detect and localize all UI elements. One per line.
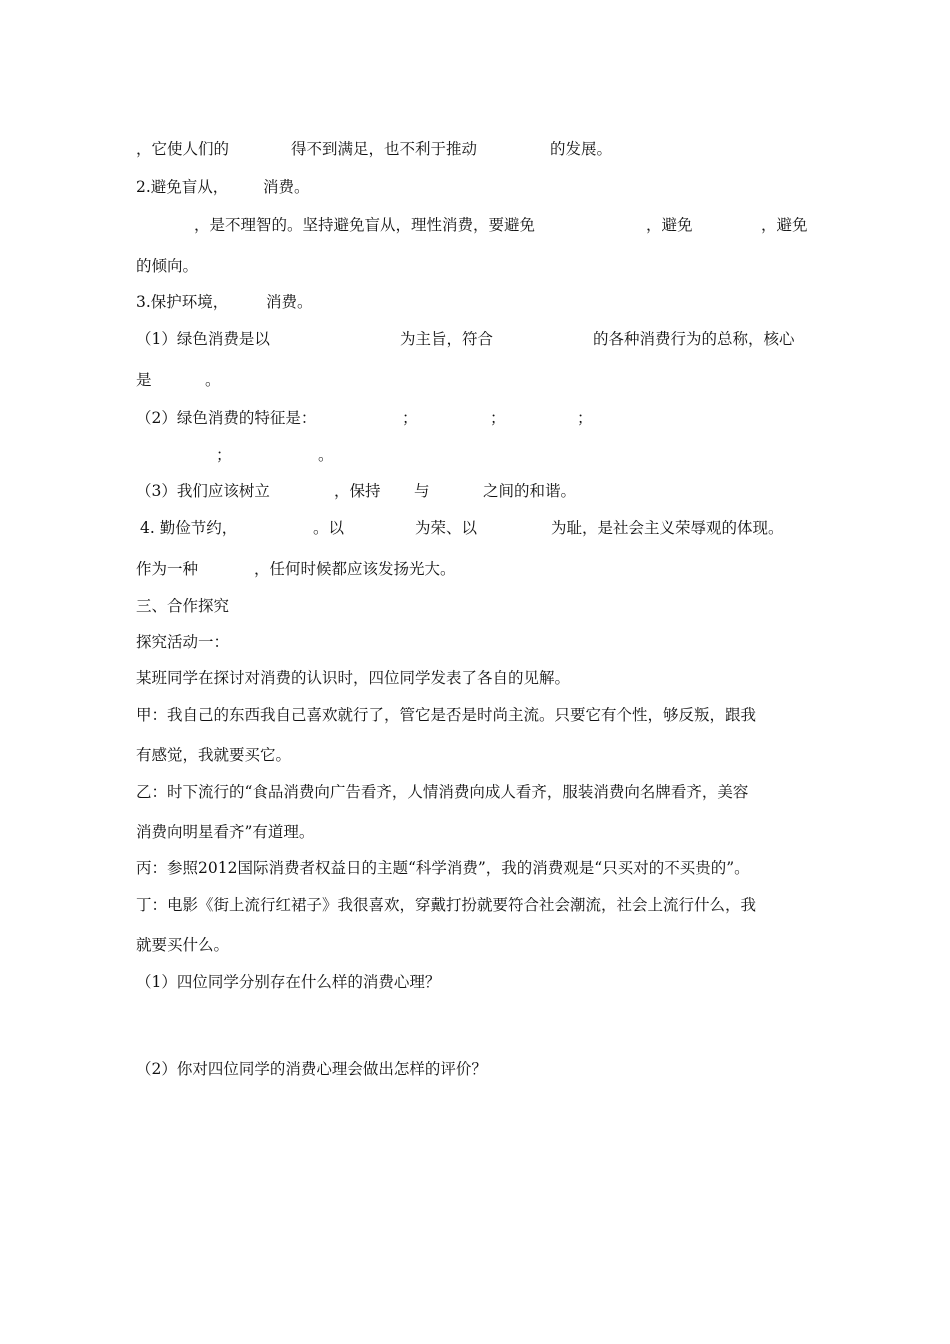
text: ，避免 [761, 216, 808, 234]
text: （2）绿色消费的特征是： [136, 409, 317, 427]
text: ，任何时候都应该发扬光大。 [254, 560, 456, 578]
text: 作为一种 [136, 560, 199, 578]
text: 就要买什么。 [136, 936, 230, 954]
text: 某班同学在探讨对消费的认识时，四位同学发表了各自的见解。 [136, 669, 571, 687]
text: 丙：参照2012国际消费者权益日的主题“科学消费”，我的消费观是“只买对的不买贵的”。 [136, 859, 750, 877]
text: 之间的和谐。 [483, 482, 577, 500]
text: ，保持 [334, 482, 381, 500]
text: 。 [205, 371, 221, 389]
text: （1）绿色消费是以 [136, 330, 270, 348]
text: ； [577, 409, 593, 427]
text: 的倾向。 [136, 257, 199, 275]
text: 与 [414, 482, 430, 500]
text: 4. 勤俭节约， [140, 519, 238, 537]
text: 甲：我自己的东西我自己喜欢就行了，管它是否是时尚主流。只要它有个性，够反叛，跟我 [136, 706, 757, 724]
text: 为耻，是社会主义荣辱观的体现。 [551, 519, 784, 537]
text: （2）你对四位同学的消费心理会做出怎样的评价？ [136, 1060, 487, 1078]
text: 的各种消费行为的总称，核心 [593, 330, 795, 348]
text: 2.避免盲从， [136, 178, 229, 196]
text: （3）我们应该树立 [136, 482, 270, 500]
text: ； [216, 446, 232, 464]
text: 有感觉，我就要买它。 [136, 746, 292, 764]
text: ； [490, 409, 506, 427]
text: 。以 [313, 519, 345, 537]
text: ； [402, 409, 418, 427]
text: 得不到满足，也不利于推动 [291, 140, 478, 158]
text: ，是不理智的。坚持避免盲从，理性消费，要避免 [194, 216, 536, 234]
text: 是 [136, 371, 152, 389]
text: 为荣、以 [415, 519, 478, 537]
text: 探究活动一： [136, 633, 230, 651]
text: 。 [318, 446, 334, 464]
text: ，避免 [646, 216, 693, 234]
text: 三、合作探究 [136, 597, 230, 615]
text: 丁：电影《街上流行红裙子》我很喜欢，穿戴打扮就要符合社会潮流，社会上流行什么，我 [136, 896, 757, 914]
text: ，它使人们的 [136, 140, 230, 158]
text: 为主旨，符合 [400, 330, 494, 348]
text: 的发展。 [550, 140, 613, 158]
text: 消费向明星看齐”有道理。 [136, 823, 315, 841]
text: 乙：时下流行的“食品消费向广告看齐，人情消费向成人看齐，服装消费向名牌看齐，美容 [136, 783, 749, 801]
text: （1）四位同学分别存在什么样的消费心理？ [136, 973, 441, 991]
text: 3.保护环境， [136, 293, 229, 311]
text: 消费。 [266, 293, 313, 311]
text: 消费。 [263, 178, 310, 196]
